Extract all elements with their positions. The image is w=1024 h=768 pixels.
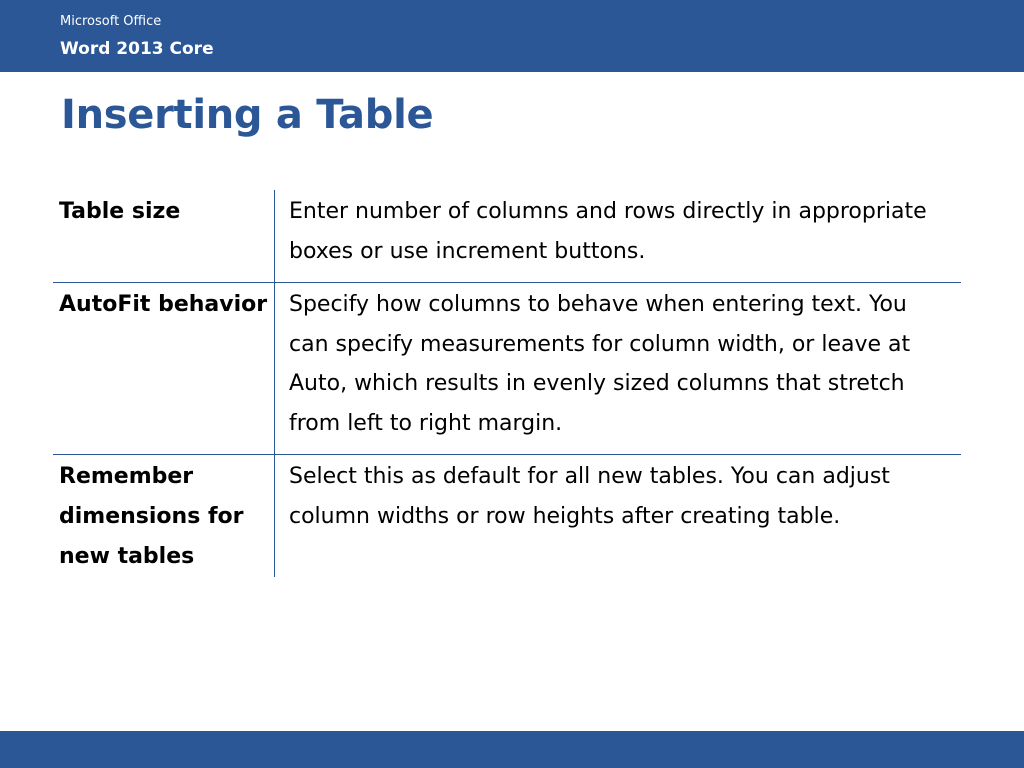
table-row [53,190,961,283]
slide-title: Inserting a Table [61,92,434,138]
options-table [53,190,961,577]
row-description: Specify how columns to behave when entering text. You can specify measurements for column width, or leave at Auto, which results in evenly sized columns that stretch from left to right margin. [289,292,911,436]
row-description: Enter number of columns and rows directly in appropriate boxes or use increment buttons. [289,199,927,264]
row-description: Select this as default for all new tables. You can adjust column widths or row heights after creating table. [289,464,890,529]
row-label: AutoFit behavior [53,283,275,454]
course-name: Word 2013 Core [60,39,214,59]
footer-band [0,731,1024,768]
table-row [53,283,961,455]
header-band [0,0,1024,72]
row-label: Table size [53,190,275,282]
row-label: Remember dimensions for new tables [53,455,275,577]
table-row [53,455,961,577]
product-name: Microsoft Office [60,14,162,29]
